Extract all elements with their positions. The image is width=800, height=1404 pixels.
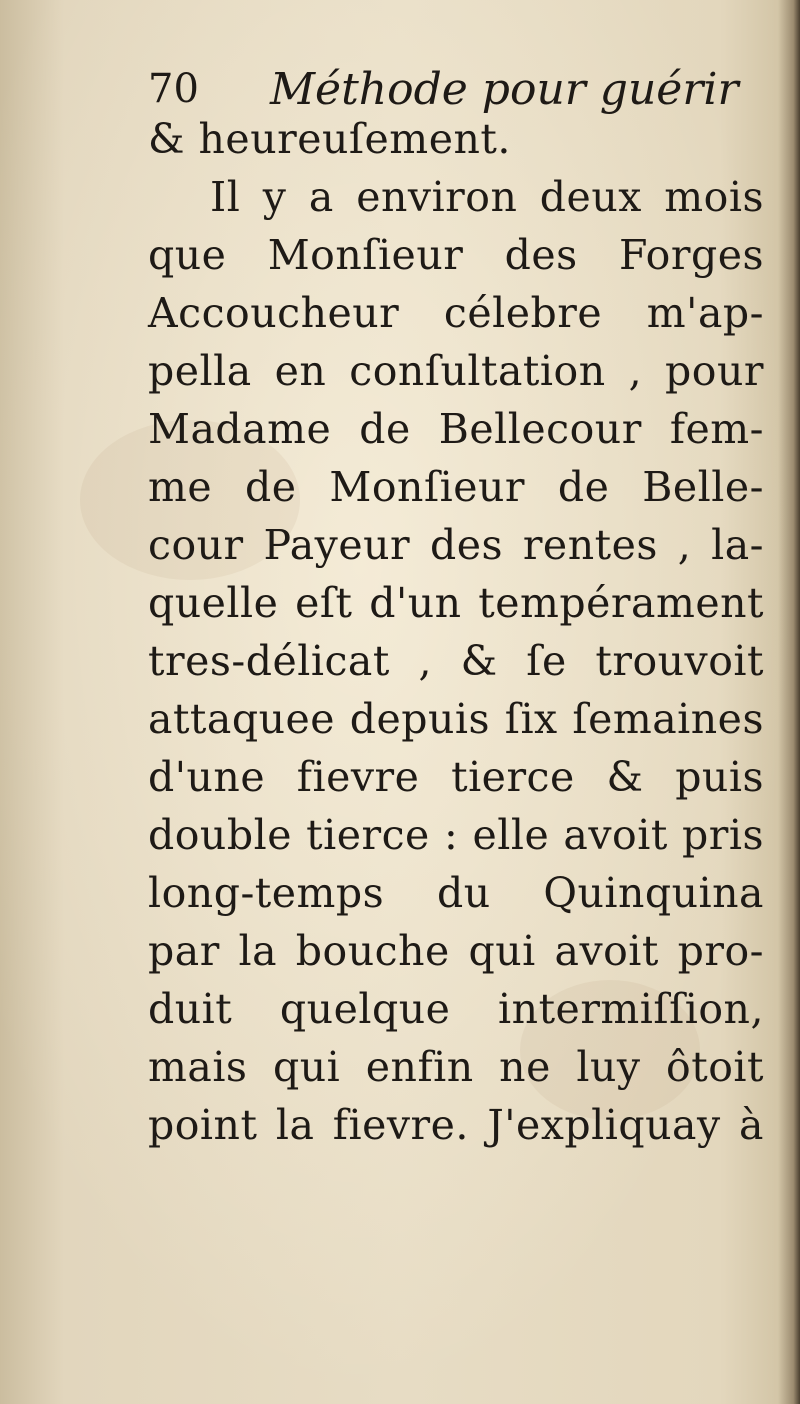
text-line: double tierce : elle avoit pris [148,811,764,859]
text-line: long-temps du Quinquina [148,869,764,917]
text-line: me de Monſieur de Belle- [148,463,764,511]
text-line: que Monſieur des Forges [148,231,764,279]
text-line: duit quelque intermiſſion, [148,985,764,1033]
text-line: mais qui enfin ne luy ôtoit [148,1043,764,1091]
text-line: attaquee depuis ſix ſemaines [148,695,764,743]
text-line: Il y a environ deux mois [210,173,764,221]
text-line: point la fievre. J'expliquay à [148,1101,764,1149]
text-line: quelle eſt d'un tempérament [148,579,764,627]
text-line: Accoucheur célebre m'ap- [148,289,764,337]
body-text [148,110,764,1154]
text-line: & heureuſement. [148,115,511,163]
text-line: tres-délicat , & ſe trouvoit [148,637,764,685]
text-line: Madame de Bellecour fem- [148,405,764,453]
page-number: 70 [148,66,199,112]
text-line: cour Payeur des rentes , la- [148,521,764,569]
running-title: Méthode pour guérir [270,64,739,115]
text-line: pella en conſultation , pour [148,347,764,395]
text-line: d'une fievre tierce & puis [148,753,764,801]
text-line: par la bouche qui avoit pro- [148,927,764,975]
